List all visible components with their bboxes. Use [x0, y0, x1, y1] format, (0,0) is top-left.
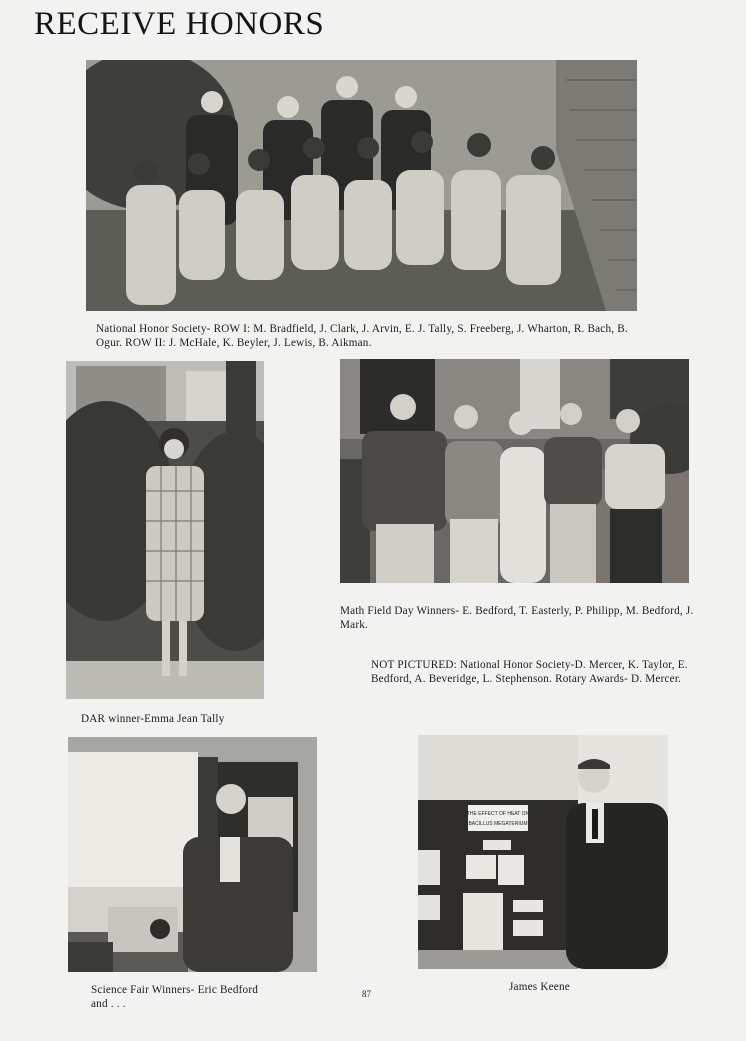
dar-caption: DAR winner-Emma Jean Tally — [81, 713, 225, 725]
science-caption-line1: Science Fair Winners- Eric Bedford — [91, 984, 259, 996]
keene-caption: James Keene — [509, 981, 570, 993]
nhs-group-photo — [86, 60, 637, 311]
page-title: RECEIVE HONORS — [34, 6, 325, 42]
science-caption-line2: and . . . — [91, 998, 126, 1010]
page-number: 87 — [362, 989, 371, 999]
james-keene-photo — [418, 735, 668, 969]
math-winners-photo — [340, 359, 689, 583]
not-pictured-caption: NOT PICTURED: National Honor Society-D. Mercer, K. Taylor, E. Bedford, A. Beveridge, L. Stephenson. Rotary Awards- D. Mercer. — [371, 659, 688, 685]
math-caption: Math Field Day Winners- E. Bedford, T. Easterly, P. Philipp, M. Bedford, J. Mark. — [340, 605, 694, 631]
poster-heading-line2: BACILLUS MEGATERIUM — [468, 821, 528, 827]
nhs-caption: National Honor Society- ROW I: M. Bradfield, J. Clark, J. Arvin, E. J. Tally, S. Freeberg, J. Wharton, R. Bach, B. Ogur. ROW II: J. McHale, K. Beyler, J. Lewis, B. Aikman. — [96, 323, 628, 349]
poster-heading-line1: THE EFFECT OF HEAT ON — [466, 811, 530, 817]
dar-winner-photo — [66, 361, 264, 699]
science-fair-photo — [68, 737, 317, 972]
